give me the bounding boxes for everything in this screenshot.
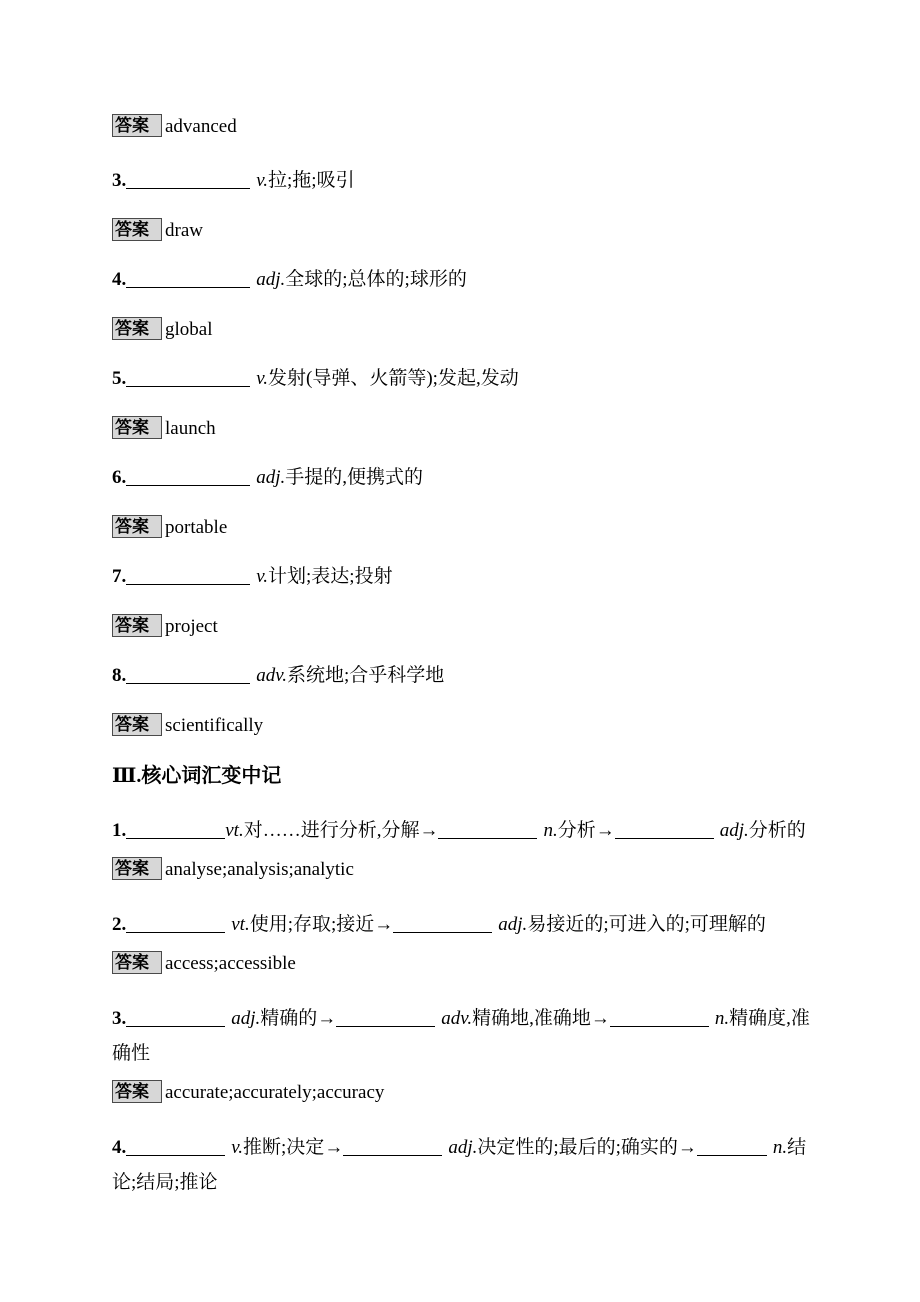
part-of-speech: v. (256, 566, 269, 587)
definition: 发射(导弹、火箭等);发起,发动 (268, 368, 519, 389)
answer-row (112, 614, 810, 638)
answer-label-box: 答案 (112, 218, 162, 241)
fill-blank (126, 372, 250, 387)
vocab-item (112, 664, 810, 687)
fill-blank (126, 471, 250, 486)
item-number: 3. (112, 170, 127, 191)
answer-label-box: 答案 (112, 317, 162, 340)
definition: 使用;存取;接近 (249, 914, 375, 935)
answer-label-box: 答案 (112, 713, 162, 736)
definition: 全球的;总体的;球形的 (285, 269, 467, 290)
part-of-speech: adv. (441, 1008, 473, 1029)
answer-text: project (165, 616, 218, 637)
fill-blank (343, 1141, 442, 1156)
answer-text: draw (165, 220, 203, 241)
fill-blank (126, 570, 250, 585)
part-of-speech: adj. (498, 914, 528, 935)
part-of-speech: adj. (256, 269, 286, 290)
part-of-speech: adj. (231, 1008, 261, 1029)
answer-label-box: 答案 (112, 515, 162, 538)
definition: 手提的,便携式的 (285, 467, 424, 488)
fill-blank (697, 1141, 767, 1156)
answer-row (112, 317, 810, 341)
answer-row (112, 951, 810, 975)
fill-blank (438, 824, 537, 839)
definition: 精确的 (260, 1008, 318, 1029)
item-number: 7. (112, 566, 127, 587)
answer-text: scientifically (165, 715, 264, 736)
vocab-derivation-item (112, 813, 810, 848)
arrow: → (590, 1008, 610, 1029)
part-of-speech: adj. (448, 1137, 478, 1158)
arrow: → (317, 1008, 337, 1029)
answer-text: launch (165, 418, 216, 439)
arrow: → (595, 820, 615, 841)
answer-text: accurate;accurately;accuracy (165, 1082, 385, 1103)
arrow: → (324, 1137, 344, 1158)
item-number: 6. (112, 467, 127, 488)
answer-row (112, 114, 810, 138)
vocab-derivation-item (112, 1130, 810, 1200)
vocab-item (112, 169, 810, 192)
part-of-speech: v. (231, 1137, 244, 1158)
definition: 系统地;合乎科学地 (287, 665, 445, 686)
fill-blank (126, 273, 250, 288)
fill-blank (393, 918, 492, 933)
answer-row (112, 1080, 810, 1104)
answer-label-box: 答案 (112, 1080, 162, 1103)
part-of-speech: n. (714, 1008, 730, 1029)
answer-row (112, 713, 810, 737)
answer-text: global (165, 319, 213, 340)
answer-text: advanced (165, 116, 237, 137)
definition: 精确度,准确性 (112, 1008, 810, 1064)
definition: 推断;决定 (243, 1137, 325, 1158)
vocab-item (112, 268, 810, 291)
part-of-speech: v. (256, 368, 269, 389)
answer-text: access;accessible (165, 953, 296, 974)
fill-blank (610, 1012, 709, 1027)
item-number: 4. (112, 269, 127, 290)
answer-row (112, 515, 810, 539)
definition: 拉;拖;吸引 (268, 170, 355, 191)
definition: 分析 (557, 820, 596, 841)
arrow: → (419, 820, 439, 841)
answer-text: portable (165, 517, 228, 538)
definition: 结论;结局;推论 (112, 1137, 807, 1193)
part-of-speech: adj. (719, 820, 749, 841)
fill-blank (126, 1141, 225, 1156)
item-number: 5. (112, 368, 127, 389)
part-of-speech: vt. (231, 914, 250, 935)
item-number: 4. (112, 1137, 127, 1158)
definition: 精确地,准确地 (472, 1008, 591, 1029)
vocab-item (112, 367, 810, 390)
part-of-speech: v. (256, 170, 269, 191)
vocab-derivation-item (112, 907, 810, 942)
definition: 计划;表达;投射 (268, 566, 393, 587)
item-number: 8. (112, 665, 127, 686)
part-of-speech: n. (772, 1137, 788, 1158)
fill-blank (126, 1012, 225, 1027)
answer-label-box: 答案 (112, 114, 162, 137)
vocab-item (112, 466, 810, 489)
item-number: 3. (112, 1008, 127, 1029)
section-heading: Ⅲ.核心词汇变中记 (112, 765, 282, 787)
part-of-speech: adv. (256, 665, 288, 686)
answer-label-box: 答案 (112, 614, 162, 637)
vocab-derivation-item (112, 1001, 810, 1071)
answer-label-box: 答案 (112, 951, 162, 974)
fill-blank (126, 174, 250, 189)
item-number: 2. (112, 914, 127, 935)
definition: 对……进行分析,分解 (243, 820, 420, 841)
fill-blank (336, 1012, 435, 1027)
arrow: → (677, 1137, 697, 1158)
answer-text: analyse;analysis;analytic (165, 859, 354, 880)
answer-row (112, 857, 810, 881)
definition: 分析的 (748, 820, 806, 841)
fill-blank (615, 824, 714, 839)
fill-blank (126, 824, 225, 839)
part-of-speech: adj. (256, 467, 286, 488)
vocab-item (112, 565, 810, 588)
arrow: → (374, 914, 394, 935)
fill-blank (126, 669, 250, 684)
part-of-speech: vt. (225, 820, 244, 841)
part-of-speech: n. (543, 820, 558, 841)
answer-label-box: 答案 (112, 416, 162, 439)
definition: 易接近的;可进入的;可理解的 (527, 914, 766, 935)
answer-label-box: 答案 (112, 857, 162, 880)
fill-blank (126, 918, 225, 933)
answer-row (112, 218, 810, 242)
item-number: 1. (112, 820, 127, 841)
definition: 决定性的;最后的;确实的 (477, 1137, 678, 1158)
answer-row (112, 416, 810, 440)
